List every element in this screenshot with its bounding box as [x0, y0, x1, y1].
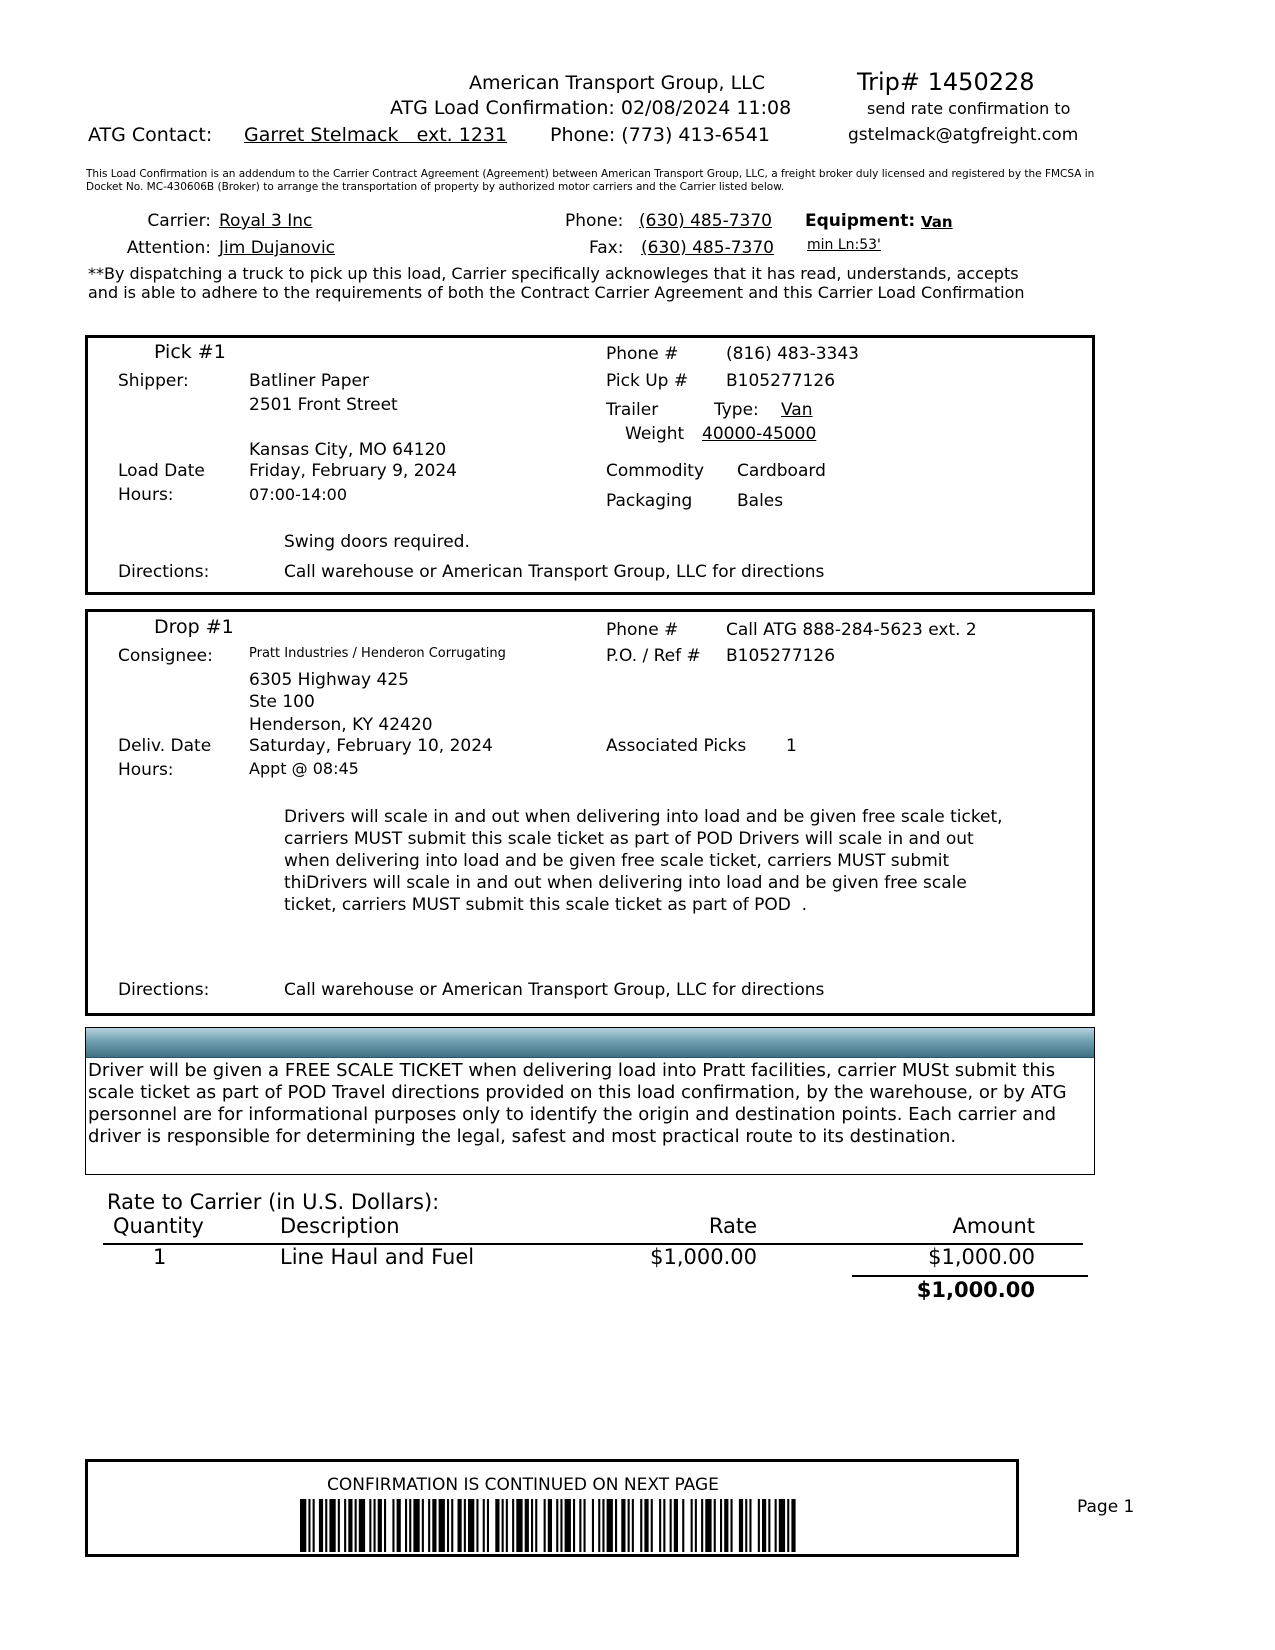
associated-picks: 1 [786, 736, 797, 756]
barcode-bar [378, 1499, 382, 1552]
barcode-bar [374, 1499, 376, 1552]
contact-phone: Phone: (773) 413-6541 [550, 124, 770, 146]
barcode-bar [413, 1499, 419, 1552]
barcode-bar [344, 1499, 346, 1552]
barcode-bar [313, 1499, 315, 1552]
trailer-type-label: Type: [714, 400, 759, 420]
carrier-name: Royal 3 Inc [219, 211, 313, 231]
shipper-name: Batliner Paper [249, 371, 369, 391]
carrier-phone-label: Phone: [565, 211, 624, 231]
barcode-bar [720, 1499, 722, 1552]
barcode-bar [338, 1499, 340, 1552]
shipper-address: 2501 Front Street [249, 395, 398, 415]
barcode-bar [348, 1499, 352, 1552]
drop-phone-label: Phone # [606, 620, 679, 640]
load-date-label: Load Date [118, 461, 205, 481]
barcode-bar [384, 1499, 386, 1552]
rate-title: Rate to Carrier (in U.S. Dollars): [107, 1190, 440, 1214]
barcode-bar [451, 1499, 453, 1552]
carrier-fax: (630) 485-7370 [641, 238, 774, 258]
weight-value: 40000-45000 [702, 424, 817, 444]
pickup-number-label: Pick Up # [606, 371, 689, 391]
row-amount: $1,000.00 [928, 1245, 1035, 1269]
drop-phone: Call ATG 888-284-5623 ext. 2 [726, 620, 977, 640]
barcode-bar [598, 1499, 600, 1552]
drop-title: Drop #1 [154, 616, 234, 638]
shipper-city: Kansas City, MO 64120 [249, 440, 447, 460]
barcode-bar [663, 1499, 665, 1552]
barcode-bar [640, 1499, 642, 1552]
barcode-bar [607, 1499, 613, 1552]
continued-text: CONFIRMATION IS CONTINUED ON NEXT PAGE [327, 1475, 719, 1495]
deliv-date: Saturday, February 10, 2024 [249, 736, 493, 756]
barcode-bar [502, 1499, 504, 1552]
min-length: min Ln:53' [807, 237, 881, 253]
consignee-address-2: Ste 100 [249, 692, 315, 712]
carrier-fax-label: Fax: [589, 238, 624, 258]
consignee-name: Pratt Industries / Henderon Corrugating [249, 646, 506, 661]
barcode-bar [325, 1499, 327, 1552]
drop-directions: Call warehouse or American Transport Group, LLC for directions [284, 980, 825, 1000]
barcode-bar [674, 1499, 678, 1552]
barcode-bar [495, 1499, 499, 1552]
drop-note-line-4: thiDrivers will scale in and out when delivering into load and be given free scale [284, 873, 967, 893]
row-rate: $1,000.00 [650, 1245, 757, 1269]
drop-note-line-5: ticket, carriers MUST submit this scale ticket as part of POD . [284, 895, 808, 915]
barcode-bar [682, 1499, 684, 1552]
barcode-bar [787, 1499, 789, 1552]
barcode-bar [602, 1499, 604, 1552]
barcode-bar [758, 1499, 760, 1552]
barcode-bar [791, 1499, 795, 1552]
barcode-bar [573, 1499, 575, 1552]
send-rate-label: send rate confirmation to [867, 99, 1071, 118]
barcode-bar [439, 1499, 445, 1552]
barcode-bar [779, 1499, 785, 1552]
barcode-bar [409, 1499, 411, 1552]
barcode-bar [300, 1499, 306, 1552]
trip-number: Trip# 1450228 [857, 68, 1035, 96]
barcode-bar [739, 1499, 743, 1552]
attention-name: Jim Dujanovic [219, 238, 336, 258]
carrier-label: Carrier: [147, 211, 211, 231]
barcode-bar [731, 1499, 733, 1552]
barcode-bar [691, 1499, 693, 1552]
po-ref: B105277126 [726, 646, 836, 666]
barcode-bar [651, 1499, 653, 1552]
barcode-bar [745, 1499, 747, 1552]
barcode-bar [531, 1499, 533, 1552]
barcode-bar [308, 1499, 310, 1552]
barcode-bar [355, 1499, 357, 1552]
barcode-bar [615, 1499, 617, 1552]
col-description: Description [280, 1214, 400, 1238]
barcode-bar [775, 1499, 777, 1552]
deliv-date-label: Deliv. Date [118, 736, 212, 756]
barcode-bar [535, 1499, 537, 1552]
barcode-bar [428, 1499, 430, 1552]
equipment-label: Equipment: [805, 211, 916, 231]
equipment-value: Van [921, 213, 953, 231]
shipper-label: Shipper: [118, 371, 189, 391]
barcode-image [300, 1499, 805, 1552]
barcode-bar [359, 1499, 365, 1552]
row-quantity: 1 [153, 1245, 167, 1269]
consignee-city: Henderson, KY 42420 [249, 715, 433, 735]
trailer-type: Van [781, 400, 813, 420]
pick-hours-label: Hours: [118, 485, 174, 505]
barcode-bar [422, 1499, 424, 1552]
barcode-bar [506, 1499, 508, 1552]
company-name: American Transport Group, LLC [469, 72, 766, 94]
drop-hours-label: Hours: [118, 760, 174, 780]
barcode-bar [621, 1499, 625, 1552]
contact-name[interactable]: Garret Stelmack ext. 1231 [244, 124, 508, 146]
drop-note-line-2: carriers MUST submit this scale ticket as part of POD Drivers will scale in and out [284, 829, 974, 849]
barcode-bar [544, 1499, 546, 1552]
commodity-value: Cardboard [737, 461, 826, 481]
packaging-value: Bales [737, 491, 784, 511]
col-rate: Rate [708, 1214, 757, 1238]
barcode-bar [628, 1499, 630, 1552]
weight-label: Weight [625, 424, 685, 444]
pick-phone: (816) 483-3343 [726, 344, 859, 364]
contact-label: ATG Contact: [88, 124, 213, 146]
barcode-bar [714, 1499, 716, 1552]
barcode-bar [701, 1499, 703, 1552]
notice-box [85, 1027, 1095, 1175]
rate-total: $1,000.00 [916, 1278, 1035, 1302]
barcode-bar [584, 1499, 586, 1552]
po-ref-label: P.O. / Ref # [606, 646, 701, 666]
confirmation-date: ATG Load Confirmation: 02/08/2024 11:08 [390, 97, 792, 119]
barcode-bar [432, 1499, 436, 1552]
barcode-bar [556, 1499, 558, 1552]
page-number: Page 1 [1077, 1497, 1135, 1517]
contact-email[interactable]: gstelmack@atgfreight.com [848, 125, 1079, 145]
barcode-bar [768, 1499, 770, 1552]
barcode-bar [458, 1499, 462, 1552]
drop-hours: Appt @ 08:45 [249, 759, 359, 778]
pick-title: Pick #1 [154, 341, 226, 363]
barcode-bar [483, 1499, 485, 1552]
pick-directions-label: Directions: [118, 562, 210, 582]
dispatch-note-line-1: **By dispatching a truck to pick up this load, Carrier specifically acknowleges that it has read, understands, accepts [88, 264, 1019, 283]
carrier-phone: (630) 485-7370 [639, 211, 772, 231]
barcode-bar [579, 1499, 581, 1552]
barcode-bar [644, 1499, 648, 1552]
commodity-label: Commodity [606, 461, 705, 481]
drop-note-line-3: when delivering into load and be given free scale ticket, carriers MUST submit [284, 851, 950, 871]
barcode-bar [525, 1499, 529, 1552]
drop-note-line-1: Drivers will scale in and out when delivering into load and be given free scale ticket, [284, 807, 1003, 827]
col-amount: Amount [952, 1214, 1035, 1238]
col-quantity: Quantity [113, 1214, 204, 1238]
addendum-text: This Load Confirmation is an addendum to the Carrier Contract Agreement (Agreement) between American Transport Group, LLC, a freight broker duly licensed and registered by the FMCSA in Docket No. MC-430606B (Broker) to arrange the transportation of property by authorized motor carriers and the Carrier listed below. [86, 168, 1095, 193]
barcode-bar [592, 1499, 594, 1552]
barcode-bar [369, 1499, 371, 1552]
load-date: Friday, February 9, 2024 [249, 461, 457, 481]
barcode-bar [548, 1499, 552, 1552]
barcode-bar [724, 1499, 728, 1552]
barcode-bar [397, 1499, 401, 1552]
total-divider [852, 1275, 1088, 1277]
barcode-bar [705, 1499, 711, 1552]
barcode-bar [476, 1499, 478, 1552]
pick-note: Swing doors required. [284, 532, 470, 552]
notice-text: Driver will be given a FREE SCALE TICKET when delivering load into Pratt facilities, carrier MUSt submit this scale ticket as part of POD Travel directions provided on this load confirmation, by the warehouse, or by ATG personnel are for informational purposes only to identify the origin and destination points. Each carrier and driver is responsible for determining the legal, safest and most practical route to its destination. [88, 1060, 1067, 1147]
barcode-bar [632, 1499, 634, 1552]
barcode-bar [405, 1499, 407, 1552]
notice-header-bar [86, 1028, 1094, 1058]
trailer-label: Trailer [606, 400, 659, 420]
pickup-number: B105277126 [726, 371, 836, 391]
barcode-bar [565, 1499, 571, 1552]
pick-box [85, 335, 1095, 595]
consignee-label: Consignee: [118, 646, 213, 666]
row-description: Line Haul and Fuel [280, 1245, 475, 1269]
dispatch-note-line-2: and is able to adhere to the requirements of both the Contract Carrier Agreement and this Carrier Load Confirmation [88, 283, 1025, 302]
drop-directions-label: Directions: [118, 980, 210, 1000]
barcode-bar [447, 1499, 449, 1552]
barcode-bar [487, 1499, 489, 1552]
barcode-bar [749, 1499, 751, 1552]
consignee-address-1: 6305 Highway 425 [249, 670, 409, 690]
packaging-label: Packaging [606, 491, 693, 511]
barcode-bar [464, 1499, 466, 1552]
barcode-bar [695, 1499, 697, 1552]
barcode-bar [670, 1499, 672, 1552]
barcode-bar [392, 1499, 394, 1552]
barcode-bar [516, 1499, 522, 1552]
barcode-bar [560, 1499, 562, 1552]
pick-phone-label: Phone # [606, 344, 679, 364]
barcode-bar [319, 1499, 323, 1552]
pick-directions: Call warehouse or American Transport Group, LLC for directions [284, 562, 825, 582]
barcode-bar [329, 1499, 335, 1552]
attention-label: Attention: [126, 238, 211, 258]
barcode-bar [659, 1499, 661, 1552]
associated-picks-label: Associated Picks [606, 736, 747, 756]
barcode-bar [762, 1499, 766, 1552]
barcode-bar [468, 1499, 474, 1552]
barcode-bar [512, 1499, 514, 1552]
pick-hours: 07:00-14:00 [249, 485, 347, 504]
